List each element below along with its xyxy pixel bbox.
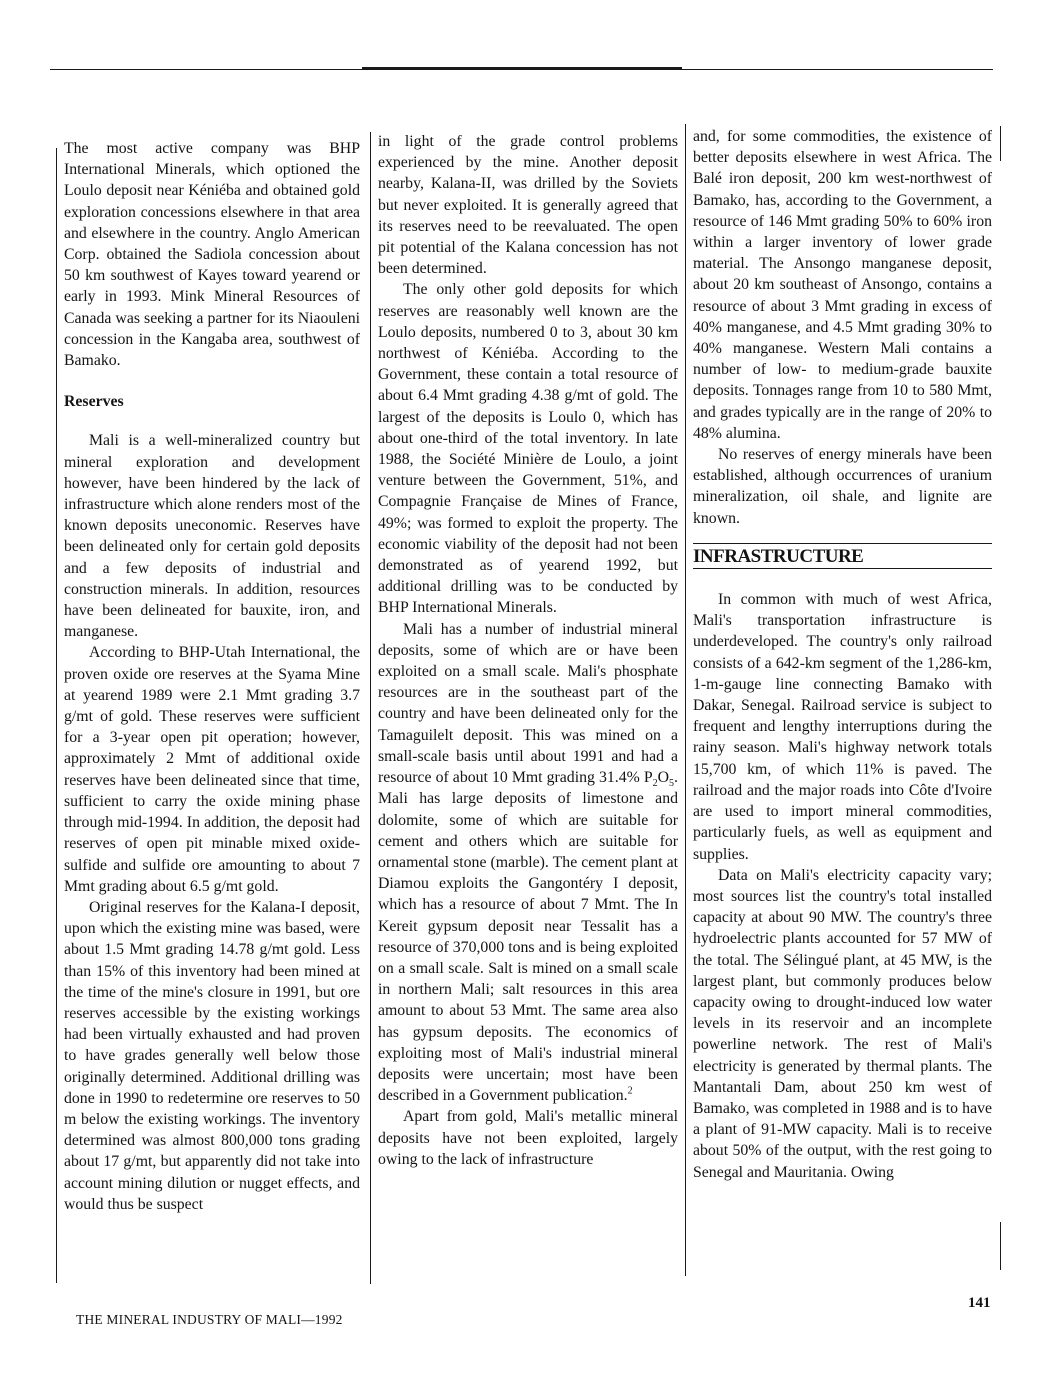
column-2	[378, 131, 678, 1170]
subscript: 5	[669, 778, 675, 790]
paragraph: The most active company was BHP International Minerals, which optioned the Loulo deposit near Kéniéba and obtained gold exploration concessions elsewhere in that area and elsewhere in the country. Anglo American Corp. obtained the Sadiola concession about 50 km southwest of Kayes toward yearend or early in 1993. Mink Mineral Resources of Canada was seeking a partner for its Niaouleni concession in the Kangaba area, southwest of Bamako.	[64, 140, 360, 370]
paragraph: In common with much of west Africa, Mali's transportation infrastructure is underdeveloped. The country's only railroad consists of a 642-km segment of the 1,286-km, 1-m-gauge line connecting Bamako with Dakar, Senegal. Railroad service is subject to frequent and lengthy interruptions during the rainy season. Mali's highway network totals 15,700 km, of which 11% is paved. The railroad and the major roads into Côte d'Ivoire are used to import mineral commodities, particularly fuels, as well as equipment and supplies.	[693, 591, 992, 863]
running-footer-title: THE MINERAL INDUSTRY OF MALI—1992	[76, 1312, 343, 1327]
column-rule-center-left	[370, 132, 371, 1284]
section-heading-reserves: Reserves	[64, 393, 124, 411]
column-3	[693, 126, 992, 1183]
section-title: INFRASTRUCTURE	[693, 545, 864, 567]
text-run: Mali has a number of industrial mineral deposits, some of which are or have been exploited on a small scale. Mali's phosphate resources are in the southeast part of the country and have been delineated only for the Tamaguilelt deposit. This was mined on a small-scale basis until about 1991 and had a resource of about 10 Mmt grading 31.4% P	[378, 620, 678, 787]
paragraph: Original reserves for the Kalana-I deposit, upon which the existing mine was based, were about 1.5 Mmt grading 14.78 g/mt gold. Less than 15% of this inventory had been mined at the time of the mine's closure in 1991, but ore reserves accessible by the existing workings had been virtually exhausted and had proven to have grades generally well below those originally determined. Additional drilling was done in 1990 to redetermine ore reserves to 50 m below the existing workings. The inventory determined was almost 800,000 tons grading about 17 g/mt, but apparently did not take into account mining dilution or nugget effects, and would thus be suspect	[64, 898, 360, 1213]
paragraph: According to BHP-Utah International, the proven oxide ore reserves at the Syama Mine at yearend 1989 were 2.1 Mmt grading 3.7 g/mt of gold. These reserves were sufficient for a 3-year open pit operation; however, approximately 2 Mmt of additional oxide reserves have been delineated since that time, sufficient to carry the oxide mining phase through mid-1994. In addition, the deposit had reserves of open pit minable mixed oxide-sulfide and sulfide ore amounting to about 7 Mmt grading about 6.5 g/mt gold.	[64, 644, 360, 895]
column-rule-center-right	[685, 124, 686, 1276]
footnote-ref[interactable]: 2	[627, 1085, 633, 1097]
header-rule	[50, 69, 993, 70]
column-rule-right	[1000, 126, 1001, 161]
paragraph: No reserves of energy minerals have been established, although occurrences of uranium mineralization, oil shale, and lignite are known.	[693, 446, 992, 527]
column-1	[64, 138, 360, 1215]
paragraph: Apart from gold, Mali's metallic mineral deposits have not been exploited, largely owing to the lack of infrastructure	[378, 1108, 678, 1168]
text-run: O	[657, 769, 670, 787]
paragraph: in light of the grade control problems experienced by the mine. Another deposit nearby, Kalana-II, was drilled by the Soviets but never exploited. It is generally agreed that its reserves need to be reevaluated. The open pit potential of the Kalana concession has not been determined.	[378, 133, 678, 278]
page-number: 141	[968, 1295, 991, 1311]
header-rule-accent	[362, 67, 682, 69]
paragraph: The only other gold deposits for which reserves are reasonably well known are the Loulo deposits, numbered 0 to 3, about 30 km northwest of Kéniéba. According to the Government, these contain a total resource of about 6.4 Mmt grading 4.38 g/mt of gold. The largest of the deposits is Loulo 0, which has about one-third of the total inventory. In late 1988, the Société Minière de Loulo, a joint venture between the Government, 51%, and Compagnie Française de Mines of France, 49%; was formed to exploit the property. The economic viability of the deposit had not been demonstrated as of yearend 1992, but additional drilling was to be conducted by BHP International Minerals.	[378, 281, 678, 617]
paragraph: and, for some commodities, the existence of better deposits elsewhere in west Africa. The Balé iron deposit, 200 km west-northwest of Bamako, has, according to the Government, a resource of 146 Mmt grading 50% to 60% iron within a larger inventory of lower grade material. The Ansongo manganese deposit, about 20 km southeast of Ansongo, contains a resource of about 3 Mmt grading in excess of 40% manganese, and 4.5 Mmt grading 30% to 40% manganese. Western Mali contains a number of low- to medium-grade bauxite deposits. Tonnages range from 10 to 580 Mmt, and grades typically are in the range of 20% to 48% alumina.	[693, 128, 992, 442]
column-rule-right-lower	[1000, 1222, 1001, 1270]
paragraph: Mali is a well-mineralized country but mineral exploration and development however, have been hindered by the lack of infrastructure which alone renders most of the known deposits uneconomic. Reserves have been delineated only for certain gold deposits and a few deposits of industrial and construction minerals. In addition, resources have been delineated for bauxite, iron, and manganese.	[64, 432, 360, 641]
subscript: 2	[652, 778, 658, 790]
paragraph	[378, 619, 678, 1107]
column-rule-left	[56, 148, 57, 1283]
paragraph: Data on Mali's electricity capacity vary; most sources list the country's total installed capacity at about 90 MW. The country's three hydroelectric plants accounted for 57 MW of the total. The Sélingué plant, at 45 MW, is the largest plant, but commonly produces below capacity owing to drought-induced low water levels in its reservoir and an incomplete powerline network. The rest of Mali's electricity is generated by thermal plants. The Mantantali Dam, about 250 km west of Bamako, was completed in 1988 and is to have a plant of 91-MW capacity. Mali is to receive about 50% of the output, with the rest going to Senegal and Mauritania. Owing	[693, 866, 992, 1181]
text-run: . Mali has large deposits of limestone and dolomite, some of which are suitable for cement and others which are suitable for ornamental stone (marble). The cement plant at Diamou exploits the Gangontéry I deposit, which has a resource of about 7 Mmt. The In Kereit gypsum deposit near Tessalit has a resource of 370,000 tons and is being exploited on a small scale. Salt is mined on a small scale in northern Mali; salt resources in this area amount to about 53 Mmt. The same area also has gypsum deposits. The economics of exploiting most of Mali's industrial mineral deposits were uncertain; most have been described in a Government publication.	[378, 769, 678, 1105]
section-heading-infrastructure	[693, 543, 992, 569]
